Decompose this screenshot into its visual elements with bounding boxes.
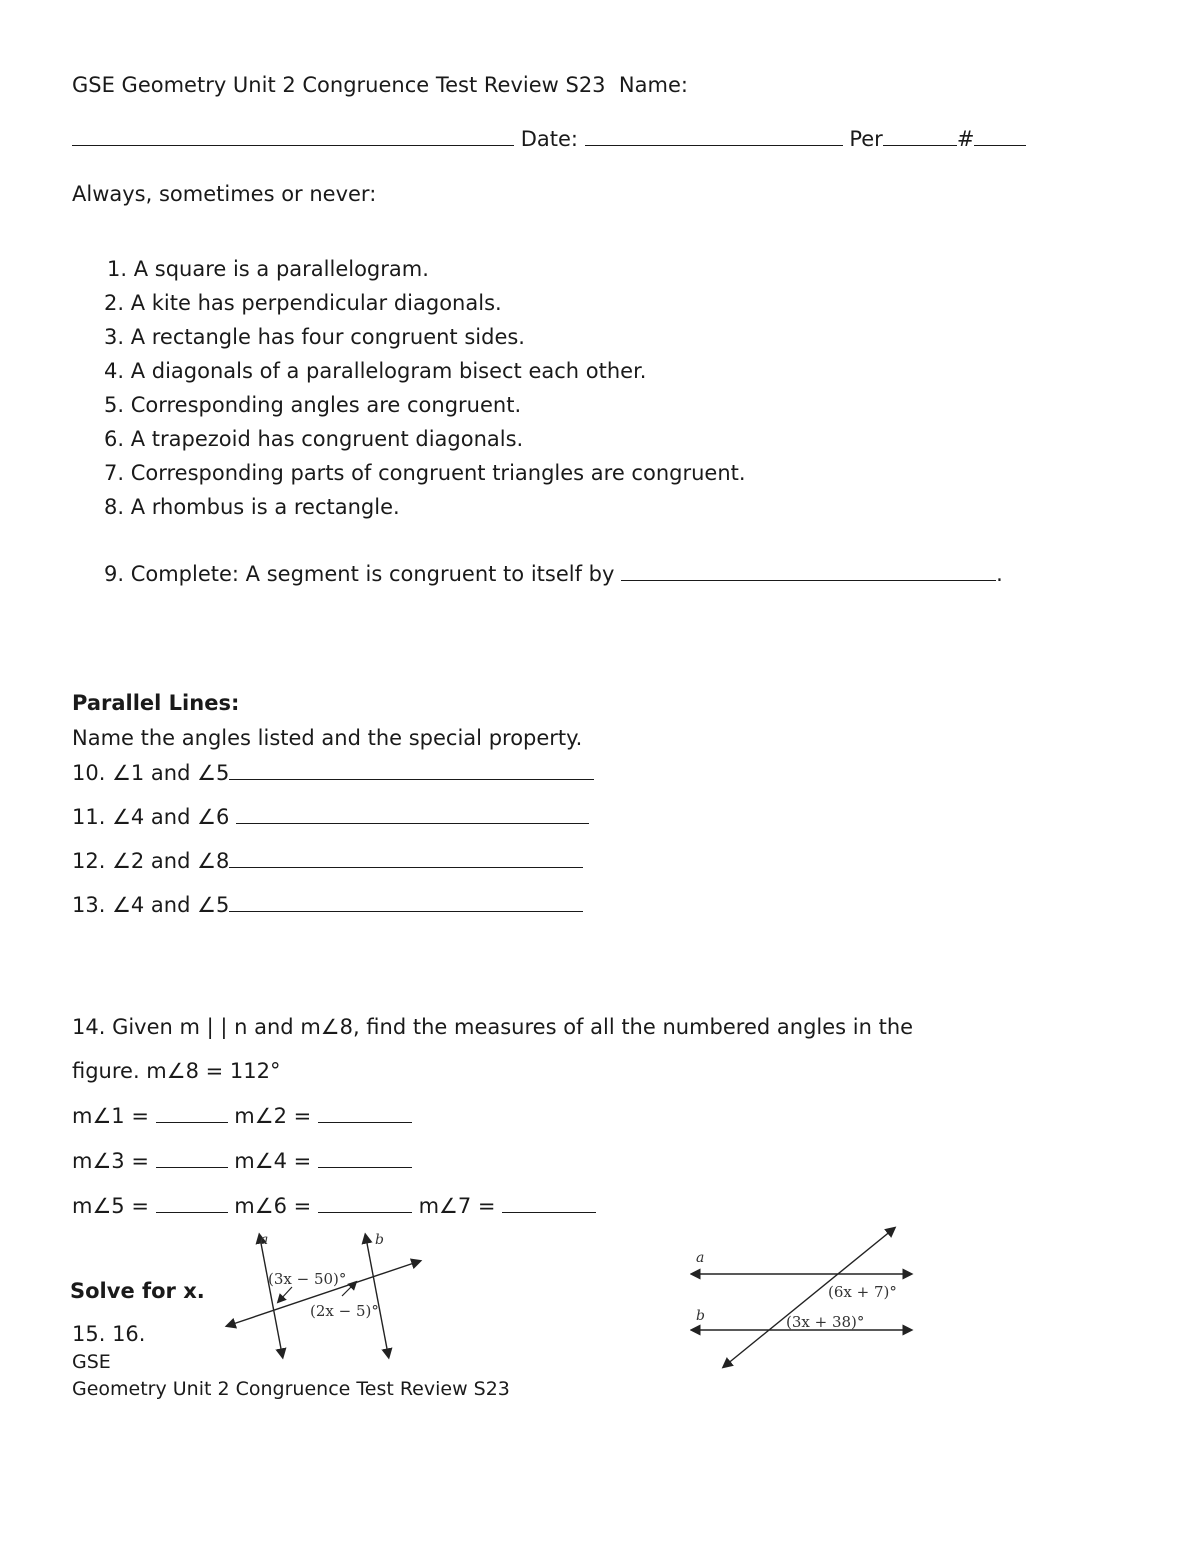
name-label: Name:	[618, 73, 688, 97]
parallel-instruction: Name the angles listed and the special property.	[72, 726, 583, 750]
angle-row-1	[72, 1102, 412, 1129]
line-a	[260, 1238, 282, 1354]
question-1: 1. A square is a parallelogram.	[107, 257, 429, 281]
date-label: Date:	[520, 127, 578, 151]
label-a: a	[696, 1250, 705, 1266]
question-numbers-15-16: 15. 16.	[72, 1322, 146, 1346]
angle-4-blank[interactable]	[318, 1147, 412, 1168]
angle-2-blank[interactable]	[318, 1102, 412, 1123]
figure-16-diagram	[690, 1226, 915, 1371]
label-b: b	[696, 1308, 705, 1324]
question-13-text: 13. ∠4 and ∠5	[72, 893, 230, 917]
parallel-lines-heading: Parallel Lines:	[72, 691, 240, 715]
angle-row-3	[72, 1192, 596, 1219]
period-blank[interactable]	[883, 125, 957, 146]
question-13-blank[interactable]	[229, 891, 583, 912]
question-9-blank[interactable]	[621, 560, 996, 581]
question-13	[72, 891, 583, 918]
expression-2: (2x − 5)°	[310, 1302, 379, 1320]
question-4: 4. A diagonals of a parallelogram bisect each other.	[104, 359, 647, 383]
question-11-blank[interactable]	[236, 803, 589, 824]
question-10	[72, 759, 594, 786]
angle-row-2	[72, 1147, 412, 1174]
angle-6-blank[interactable]	[318, 1192, 412, 1213]
angle-3-blank[interactable]	[156, 1147, 228, 1168]
question-11-text: 11. ∠4 and ∠6	[72, 805, 230, 829]
question-9-period: .	[996, 562, 1003, 586]
footer-title: Geometry Unit 2 Congruence Test Review S23	[72, 1378, 510, 1400]
number-label: #	[956, 127, 975, 151]
angle-7-blank[interactable]	[502, 1192, 596, 1213]
angle-7-label: m∠7 =	[418, 1194, 496, 1218]
figure-15-diagram	[220, 1228, 430, 1363]
question-12	[72, 847, 583, 874]
question-9	[104, 560, 1003, 587]
section-heading: Always, sometimes or never:	[72, 182, 377, 206]
date-blank[interactable]	[585, 125, 843, 146]
number-blank[interactable]	[974, 125, 1026, 146]
expression-1: (6x + 7)°	[828, 1283, 897, 1301]
worksheet-title: GSE Geometry Unit 2 Congruence Test Review S23	[72, 73, 606, 97]
angle-2-label: m∠2 =	[234, 1104, 312, 1128]
question-3: 3. A rectangle has four congruent sides.	[104, 325, 525, 349]
angle-5-label: m∠5 =	[72, 1194, 149, 1218]
angle-1-blank[interactable]	[156, 1102, 228, 1123]
question-10-text: 10. ∠1 and ∠5	[72, 761, 230, 785]
expression-2: (3x + 38)°	[786, 1313, 865, 1331]
question-9-text: 9. Complete: A segment is congruent to itself by	[104, 562, 615, 586]
question-6: 6. A trapezoid has congruent diagonals.	[104, 427, 524, 451]
question-14-line2: figure. m∠8 = 112°	[72, 1059, 281, 1083]
question-12-text: 12. ∠2 and ∠8	[72, 849, 230, 873]
angle-pointer-1	[280, 1287, 292, 1300]
period-label: Per	[849, 127, 883, 151]
worksheet-header	[72, 72, 688, 98]
line-b	[366, 1238, 388, 1354]
footer-gse: GSE	[72, 1351, 111, 1373]
question-10-blank[interactable]	[229, 759, 594, 780]
angle-5-blank[interactable]	[156, 1192, 228, 1213]
question-7: 7. Corresponding parts of congruent triangles are congruent.	[104, 461, 746, 485]
question-8: 8. A rhombus is a rectangle.	[104, 495, 400, 519]
question-5: 5. Corresponding angles are congruent.	[104, 393, 522, 417]
question-11	[72, 803, 589, 830]
angle-3-label: m∠3 =	[72, 1149, 149, 1173]
label-a: a	[260, 1232, 269, 1248]
expression-1: (3x − 50)°	[268, 1270, 347, 1288]
question-14-line1: 14. Given m | | n and m∠8, find the measures of all the numbered angles in the	[72, 1015, 914, 1039]
angle-4-label: m∠4 =	[234, 1149, 312, 1173]
angle-6-label: m∠6 =	[234, 1194, 312, 1218]
solve-heading: Solve for x.	[70, 1279, 205, 1303]
name-blank[interactable]	[72, 125, 514, 146]
question-2: 2. A kite has perpendicular diagonals.	[104, 291, 502, 315]
angle-1-label: m∠1 =	[72, 1104, 149, 1128]
info-line	[72, 125, 1026, 152]
label-b: b	[375, 1232, 384, 1248]
question-12-blank[interactable]	[229, 847, 583, 868]
